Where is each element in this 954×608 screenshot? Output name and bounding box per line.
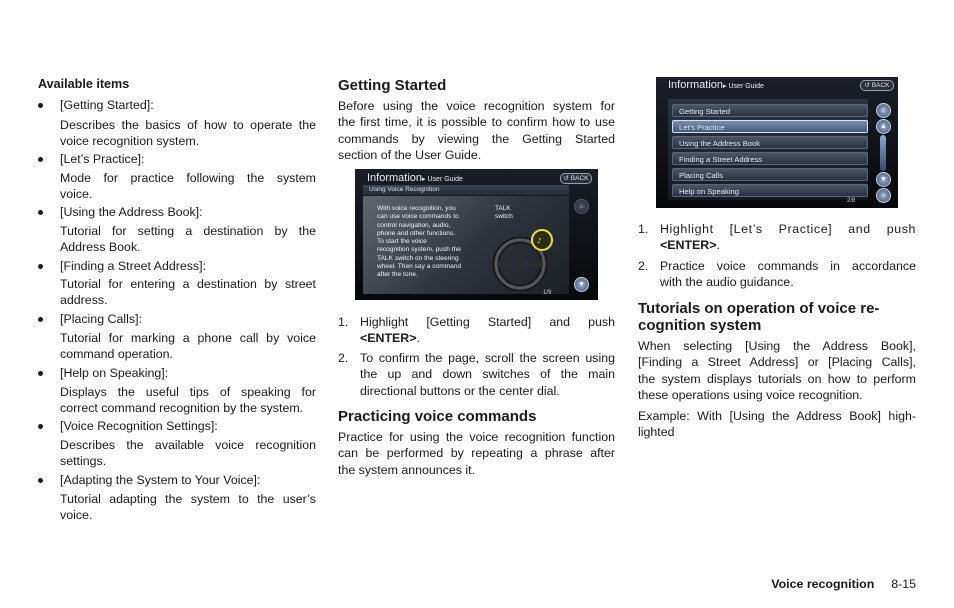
item-label: [Placing Calls]: — [60, 312, 142, 326]
practicing-paragraph: Practice for using the voice recognition function can be performed by repeating a phrase after the system announces it. — [338, 430, 615, 477]
step-1-number: 1. — [338, 315, 349, 329]
step-1-text: Highlight [Let’s Practice] and push <ENTER>. — [660, 222, 916, 253]
page-number: 8-15 — [891, 577, 916, 591]
item-label: [Help on Speaking]: — [60, 366, 169, 380]
item-label: [Getting Started]: — [60, 98, 154, 112]
item-label: [Using the Address Book]: — [60, 205, 203, 219]
footer — [700, 577, 916, 591]
item-desc: Displays the useful tips of speaking for correct command recognition by the system. — [60, 385, 316, 416]
step-2-number: 2. — [638, 259, 649, 273]
back-button[interactable]: ↺ BACK — [560, 173, 592, 184]
tutorials-paragraph: When selecting [Using the Address Book], [Finding a Street Address] or [Placing Calls], the system displays tutorials on how to perform these operations using voice recognition. — [638, 339, 916, 403]
bullet-icon — [38, 264, 43, 269]
scroll-down-button[interactable]: ▼ — [574, 277, 589, 292]
screen-user-guide-menu — [656, 77, 898, 208]
item-desc: Tutorial for setting a destination by the Address Book. — [60, 224, 316, 255]
screen-subtitle: Using Voice Recognition — [363, 185, 569, 195]
item-desc: Tutorial adapting the system to the user’s voice. — [60, 492, 316, 523]
screen-text: With voice recognition, you can use voice commands to control navigation, audio, phone and other functions. To start the voice recognition system, push the TALK switch on the steering wheel. Then say a command after the tone. — [377, 205, 462, 279]
available-items-heading: Available items — [38, 77, 130, 91]
screen-title: Information▸ User Guide — [668, 79, 764, 91]
practicing-heading: Practicing voice commands — [338, 408, 537, 425]
getting-started-paragraph: Before using the voice recognition system for the first time, it is possible to confirm how to use commands by viewing the Getting Started section of the User Guide. — [338, 99, 615, 163]
voice-icon[interactable]: ♪ — [876, 188, 891, 203]
bullet-icon — [38, 210, 43, 215]
scrollbar[interactable] — [880, 135, 886, 171]
scroll-up-button[interactable]: ▲ — [574, 199, 589, 214]
svg-text:♪: ♪ — [537, 237, 542, 245]
step-2-text: To confirm the page, scroll the screen using the up and down switches of the main directional buttons or the center dial. — [360, 351, 615, 398]
bullet-icon — [38, 103, 43, 108]
back-button[interactable]: ↺ BACK — [860, 80, 894, 91]
menu-item-help-on-speaking[interactable]: Help on Speaking — [672, 184, 868, 197]
bullet-icon — [38, 317, 43, 322]
page-indicator: 2/8 — [847, 198, 856, 204]
bullet-icon — [38, 157, 43, 162]
talk-switch-label: TALK switch — [495, 205, 513, 220]
example-paragraph: Example: With [Using the Address Book] high- lighted — [638, 409, 916, 440]
menu-item-placing-calls[interactable]: Placing Calls — [672, 168, 868, 181]
item-desc: Describes the available voice recognition settings. — [60, 438, 316, 469]
item-desc: Tutorial for entering a destination by street address. — [60, 277, 316, 308]
item-desc: Tutorial for marking a phone call by voice command operation. — [60, 331, 316, 362]
menu-item-lets-practice[interactable]: Let’s Practice — [672, 120, 868, 133]
item-desc: Describes the basics of how to operate the voice recognition system. — [60, 118, 316, 149]
menu-item-address-book[interactable]: Using the Address Book — [672, 136, 868, 149]
item-label: [Adapting the System to Your Voice]: — [60, 473, 261, 487]
getting-started-heading: Getting Started — [338, 77, 447, 94]
page-indicator: 1/9 — [543, 290, 552, 296]
tutorials-heading: Tutorials on operation of voice re- cognition system — [638, 300, 880, 334]
scroll-up-button[interactable]: ▲ — [876, 119, 891, 134]
menu-item-getting-started[interactable]: Getting Started — [672, 104, 868, 117]
step-1-text: Highlight [Getting Started] and push <ENTER>. — [360, 315, 615, 346]
item-label: [Voice Recognition Settings]: — [60, 419, 218, 433]
scroll-controls — [574, 199, 588, 288]
screen-using-voice-recognition — [355, 169, 598, 300]
bullet-icon — [38, 424, 43, 429]
step-2-number: 2. — [338, 351, 349, 365]
item-desc: Mode for practice following the system voice. — [60, 171, 316, 202]
bullet-icon — [38, 371, 43, 376]
bullet-icon — [38, 478, 43, 483]
item-label: [Let’s Practice]: — [60, 152, 145, 166]
scroll-down-button[interactable]: ▼ — [876, 172, 891, 187]
footer-section: Voice recognition — [771, 577, 875, 591]
item-label: [Finding a Street Address]: — [60, 259, 207, 273]
voice-icon[interactable]: ♪ — [876, 103, 891, 118]
step-2-text: Practice voice commands in accordance with the audio guidance. — [660, 259, 916, 290]
screen-title: Information▸ User Guide — [367, 172, 463, 184]
steering-wheel-icon — [490, 224, 560, 294]
step-1-number: 1. — [638, 222, 649, 236]
menu-item-street-address[interactable]: Finding a Street Address — [672, 152, 868, 165]
